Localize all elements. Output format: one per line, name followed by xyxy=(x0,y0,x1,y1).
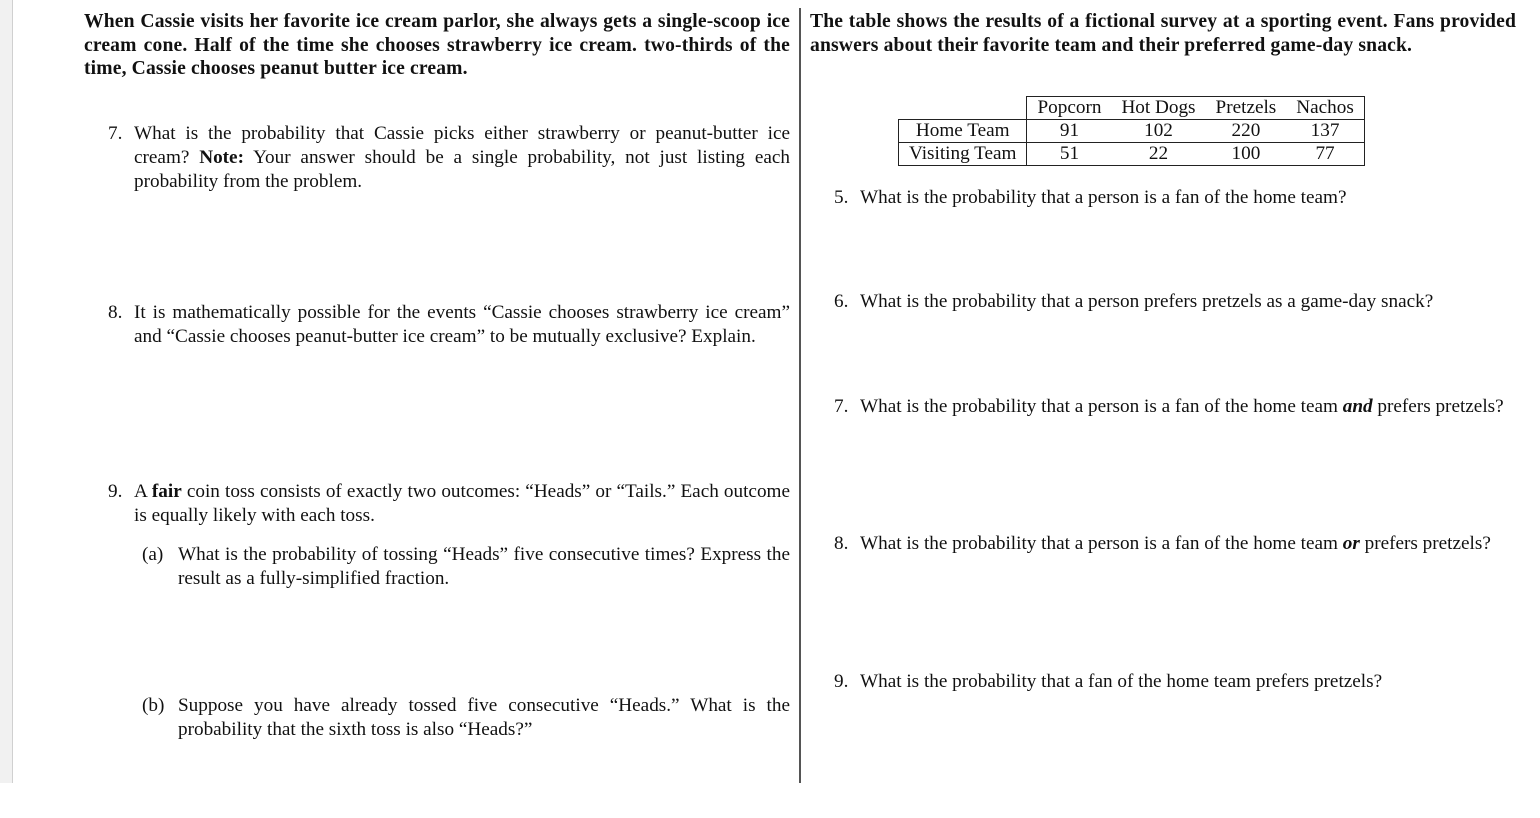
question-text xyxy=(860,532,1516,556)
question-text-part: What is the probability that Cassie picks either strawberry or peanut-butter ice cream? xyxy=(134,123,790,168)
right-question-5 xyxy=(834,186,1516,210)
question-number: 6. xyxy=(834,291,849,312)
question-text: What is the probability that a person prefers pretzels as a game-day snack? xyxy=(860,291,1434,312)
table-header-row xyxy=(899,97,1365,120)
survey-table xyxy=(898,96,1365,166)
question-number: 5. xyxy=(834,187,849,208)
question-text-part: prefers pretzels? xyxy=(1359,533,1491,554)
right-question-6 xyxy=(834,290,1516,314)
table-cell: 77 xyxy=(1286,143,1364,166)
subquestion-text: Suppose you have already tossed five consecutive “Heads.” What is the probability that the sixth toss is also “Heads?” xyxy=(178,695,790,740)
question-number: 9. xyxy=(834,671,849,692)
emphasis-fair: fair xyxy=(151,481,182,502)
question-number: 7. xyxy=(834,396,849,417)
left-question-7 xyxy=(108,122,790,194)
column-header: Nachos xyxy=(1286,97,1364,120)
column-header: Pretzels xyxy=(1206,97,1287,120)
table-row xyxy=(899,120,1365,143)
question-text xyxy=(134,122,790,194)
left-column xyxy=(84,10,790,81)
question-text: It is mathematically possible for the events “Cassie chooses strawberry ice cream” and “Cassie chooses peanut-butter ice cream” to be mutually exclusive? Explain. xyxy=(134,302,790,347)
question-number: 8. xyxy=(108,302,123,323)
left-question-8 xyxy=(108,301,790,349)
left-question-9 xyxy=(108,480,790,528)
question-text-part: prefers pretzels? xyxy=(1372,396,1504,417)
subquestion-label: (a) xyxy=(142,544,164,565)
note-label: Note: xyxy=(199,147,244,168)
question-text xyxy=(860,395,1516,419)
table-cell: 22 xyxy=(1111,143,1205,166)
right-column xyxy=(810,10,1516,57)
right-question-7 xyxy=(834,395,1516,419)
subquestion-text: What is the probability of tossing “Heads” five consecutive times? Express the result as a fully-simplified fraction. xyxy=(178,544,790,589)
right-question-8 xyxy=(834,532,1516,556)
table-corner-cell xyxy=(899,97,1027,120)
column-divider xyxy=(799,8,801,783)
left-intro: When Cassie visits her favorite ice cream parlor, she always gets a single-scoop ice cream cone. Half of the time she chooses strawberry ice cream. two-thirds of the time, Cassie chooses peanut butter ice cream. xyxy=(84,11,790,80)
page-gutter xyxy=(0,0,13,783)
question-text-part: What is the probability that a person is a fan of the home team xyxy=(860,396,1343,417)
table-cell: 137 xyxy=(1286,120,1364,143)
subquestion-label: (b) xyxy=(142,695,165,716)
table-cell: 102 xyxy=(1111,120,1205,143)
emphasis-and: and xyxy=(1342,396,1373,417)
right-question-9 xyxy=(834,670,1516,694)
question-text: What is the probability that a fan of the home team prefers pretzels? xyxy=(860,671,1383,692)
table-cell: 100 xyxy=(1206,143,1287,166)
question-text: What is the probability that a person is a fan of the home team? xyxy=(860,187,1347,208)
row-header: Visiting Team xyxy=(899,143,1027,166)
table-cell: 91 xyxy=(1027,120,1111,143)
row-header: Home Team xyxy=(899,120,1027,143)
column-header: Popcorn xyxy=(1027,97,1111,120)
question-text-part: Your answer should be a single probability, not just listing each probability from the problem. xyxy=(134,147,790,192)
question-number: 7. xyxy=(108,123,123,144)
left-question-9b xyxy=(142,694,790,742)
emphasis-or: or xyxy=(1342,533,1360,554)
table-cell: 51 xyxy=(1027,143,1111,166)
column-header: Hot Dogs xyxy=(1111,97,1205,120)
right-intro: The table shows the results of a fictional survey at a sporting event. Fans provided answers about their favorite team and their preferred game-day snack. xyxy=(810,11,1516,56)
question-text-part: coin toss consists of exactly two outcomes: “Heads” or “Tails.” Each outcome is equally likely with each toss. xyxy=(134,481,790,526)
table-cell: 220 xyxy=(1206,120,1287,143)
question-number: 9. xyxy=(108,481,123,502)
left-question-9a xyxy=(142,543,790,591)
question-number: 8. xyxy=(834,533,849,554)
question-text xyxy=(134,480,790,528)
question-text-part: What is the probability that a person is a fan of the home team xyxy=(860,533,1343,554)
question-text-part: A xyxy=(134,481,152,502)
table-row xyxy=(899,143,1365,166)
